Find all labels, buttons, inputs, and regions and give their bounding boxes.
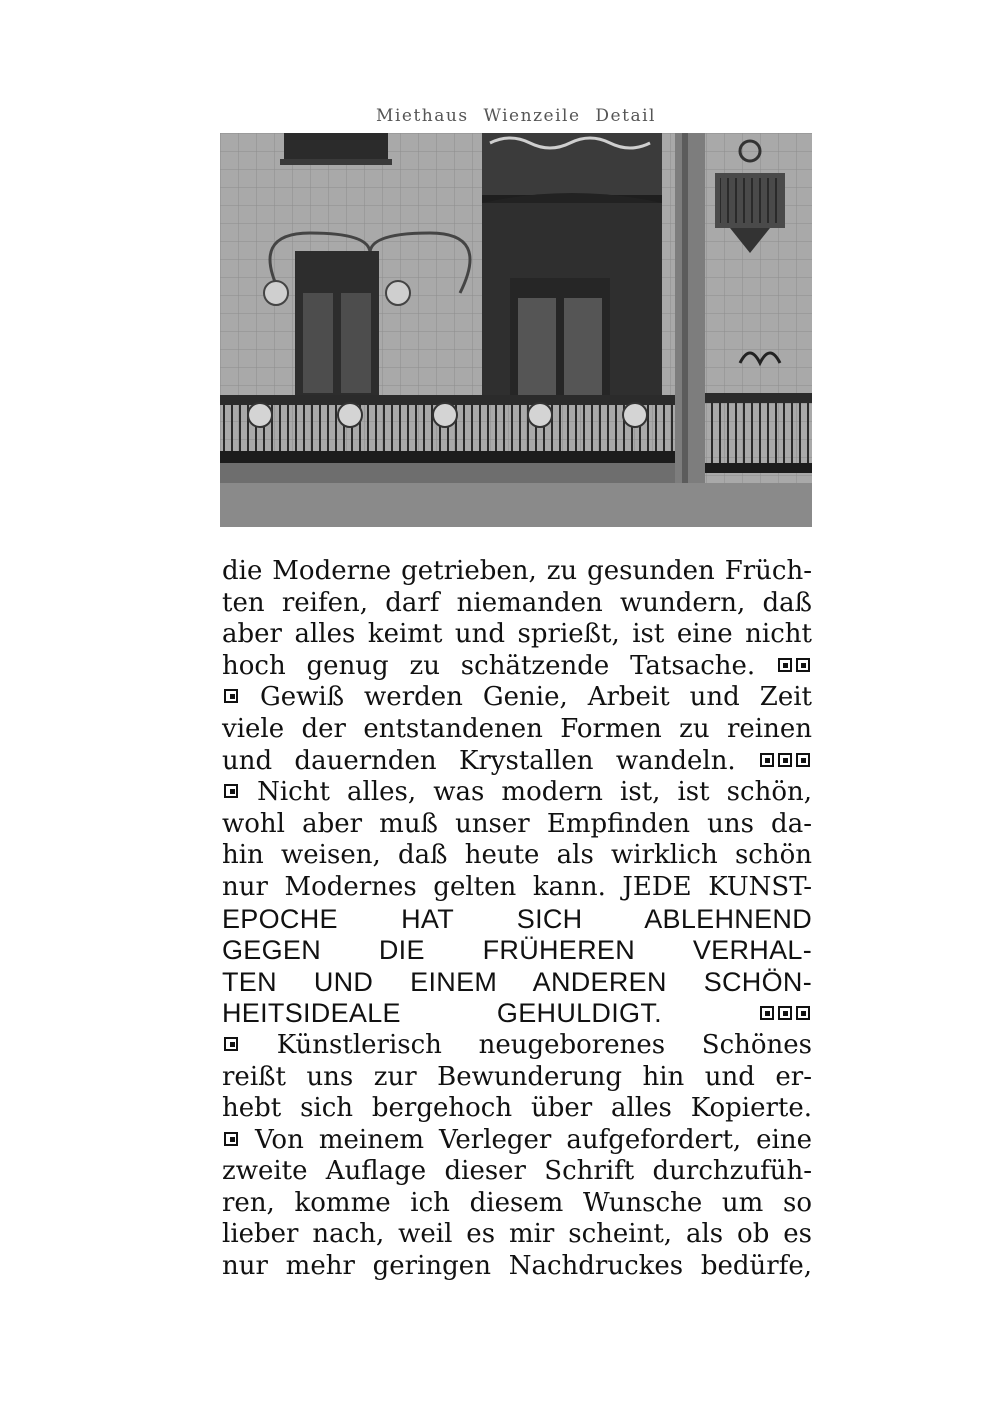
line-text: ren, komme ich diesem Wunsche um so	[222, 1187, 812, 1218]
text-line	[222, 998, 812, 1030]
body-text	[222, 556, 812, 1283]
line-text: reißt uns zur Bewunderung hin und er-	[222, 1061, 812, 1092]
line-text: EPOCHE HAT SICH ABLEHNEND	[222, 903, 812, 934]
text-line	[222, 1251, 812, 1283]
line-text: Von meinem Verleger aufgefordert, eine	[255, 1124, 813, 1155]
paragraph-ornament-icon	[224, 1037, 238, 1051]
paragraph-ornament-icon	[796, 658, 810, 672]
text-line	[222, 840, 812, 872]
paragraph-ornament-icon	[760, 753, 774, 767]
text-line	[222, 714, 812, 746]
paragraph-ornament-icon	[778, 1006, 792, 1020]
line-text: TEN UND EINEM ANDEREN SCHÖN-	[222, 966, 812, 997]
line-text: GEGEN DIE FRÜHEREN VERHAL-	[222, 935, 812, 966]
text-line	[222, 1125, 812, 1157]
text-line	[222, 1062, 812, 1094]
paragraph-ornament-icon	[760, 1006, 774, 1020]
text-line	[222, 746, 812, 778]
paragraph-ornament-icon	[796, 753, 810, 767]
line-text: hin weisen, daß heute als wirklich schön	[222, 840, 812, 871]
balcony-photo-icon	[220, 133, 812, 527]
paragraph-ornament-icon	[778, 658, 792, 672]
text-line	[222, 904, 812, 936]
line-text: ten reifen, darf niemanden wundern, daß	[222, 587, 812, 618]
paragraph-ornament-icon	[224, 689, 238, 703]
text-line	[222, 588, 812, 620]
text-line	[222, 1188, 812, 1220]
line-text: hebt sich bergehoch über alles Kopierte.	[222, 1093, 812, 1124]
text-line	[222, 1030, 812, 1062]
line-text: wohl aber muß unser Empfinden uns da-	[222, 808, 812, 839]
line-end-ornaments	[758, 998, 812, 1028]
line-text: aber alles keimt und sprießt, ist eine nicht	[222, 619, 812, 650]
line-end-ornaments	[776, 651, 812, 681]
text-line	[222, 935, 812, 967]
line-text: Gewiß werden Genie, Arbeit und Zeit	[259, 682, 813, 713]
text-line	[222, 872, 812, 904]
text-line	[222, 809, 812, 841]
text-line	[222, 619, 812, 651]
paragraph-ornament-icon	[224, 784, 238, 798]
text-line	[222, 556, 812, 588]
line-text: HEITSIDEALE GEHULDIGT.	[222, 998, 662, 1029]
line-end-ornaments	[758, 746, 812, 776]
photo-caption: Miethaus Wienzeile Detail	[376, 106, 656, 126]
paragraph-ornament-icon	[224, 1132, 238, 1146]
text-line	[222, 1156, 812, 1188]
text-line	[222, 967, 812, 999]
line-text: die Moderne getrieben, zu gesunden Früch-	[222, 556, 812, 586]
line-text: nur Modernes gelten kann. JEDE KUNST-	[222, 871, 812, 902]
line-text: nur mehr geringen Nachdruckes bedürfe,	[222, 1251, 812, 1282]
text-line	[222, 1093, 812, 1125]
text-line	[222, 682, 812, 714]
line-text: zweite Auflage dieser Schrift durchzufüh-	[222, 1156, 812, 1187]
line-text: viele der entstandenen Formen zu reinen	[222, 713, 812, 744]
line-text: Nicht alles, was modern ist, ist schön,	[257, 777, 812, 808]
line-text: lieber nach, weil es mir scheint, als ob es	[222, 1219, 812, 1250]
text-line	[222, 651, 812, 683]
line-text: Künstlerisch neugeborenes Schönes	[276, 1029, 813, 1060]
paragraph-ornament-icon	[778, 753, 792, 767]
line-text: hoch genug zu schätzende Tatsache.	[222, 650, 756, 681]
line-text: und dauernden Krystallen wandeln.	[222, 745, 736, 776]
text-line	[222, 777, 812, 809]
text-line	[222, 1219, 812, 1251]
balcony-photo	[220, 133, 812, 527]
paragraph-ornament-icon	[796, 1006, 810, 1020]
